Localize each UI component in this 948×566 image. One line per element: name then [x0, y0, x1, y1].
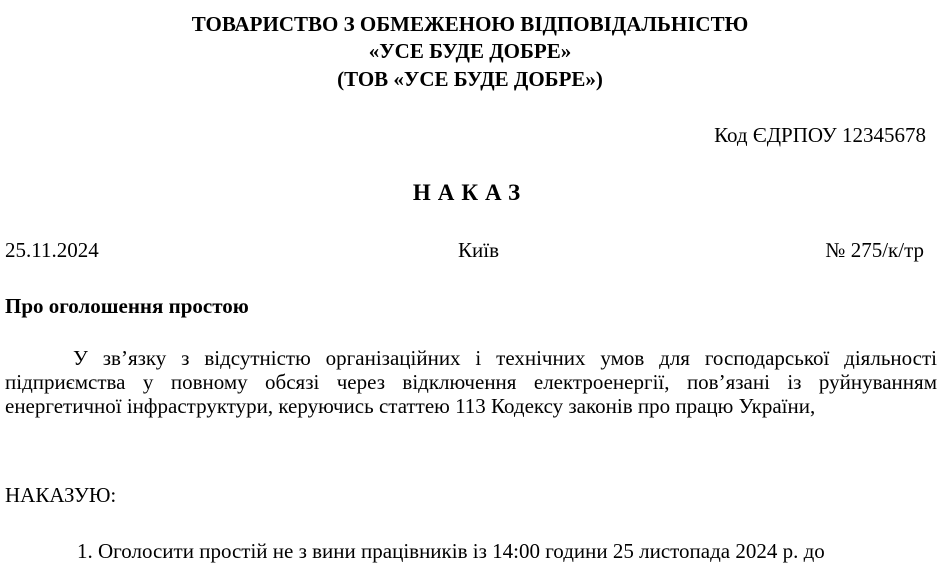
org-short-name: (ТОВ «УСЕ БУДЕ ДОБРЕ») — [337, 67, 603, 91]
document-city: Київ — [458, 238, 499, 262]
order-word: НАКАЗУЮ: — [5, 483, 117, 507]
edrpou-code: Код ЄДРПОУ 12345678 — [714, 123, 926, 147]
org-name-line2: «УСЕ БУДЕ ДОБРЕ» — [368, 39, 572, 63]
document-number: № 275/к/тр — [825, 238, 924, 262]
document-date: 25.11.2024 — [5, 238, 99, 262]
order-item: 1. Оголосити простій не з вини працівників із 14:00 години 25 листопада 2024 р. до — [77, 539, 825, 563]
document-title: НАКАЗ — [412, 180, 528, 205]
preamble-paragraph: У зв’язку з відсутністю організаційних і технічних умов для господарської діяльності підприємства у повному обсязі через відключення електроенергії, пов’язані із руйнуванням енергетичної інфраструктури, керуючись статтею 113 Кодексу законів про працю України, — [5, 346, 937, 418]
document-subject: Про оголошення простою — [5, 294, 249, 318]
org-name-line1: ТОВАРИСТВО З ОБМЕЖЕНОЮ ВІДПОВІДАЛЬНІСТЮ — [191, 12, 749, 36]
